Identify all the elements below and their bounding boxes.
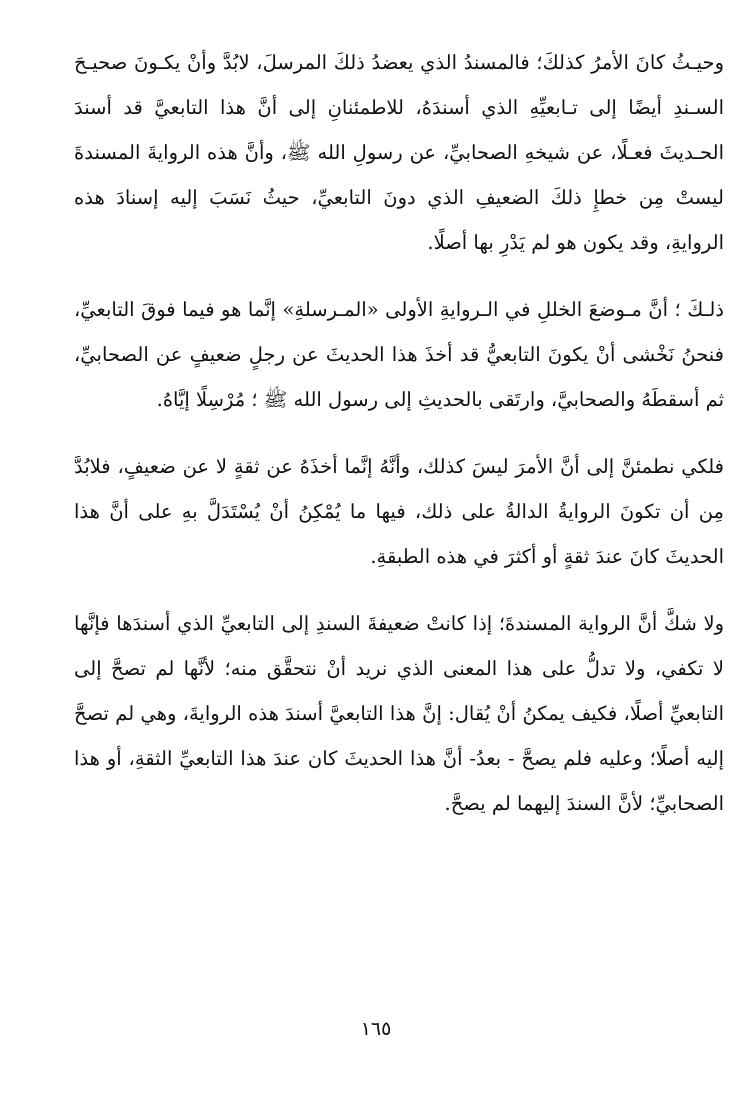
page-body [74, 40, 724, 1080]
paragraph-3: فلكي نطمئنَّ إلى أنَّ الأمرَ ليسَ كذلك، وأنَّهُ إنَّما أخذَهُ عن ثقةٍ لا عن ضعيفٍ، فلابُدَّ مِن أن تكونَ الروايةُ الدالةُ على ذلك، فيها ما يُمْكِنُ أنْ يُسْتَدَلَّ بهِ على أنَّ هذا الحديثَ كانَ عندَ ثقةٍ أو أكثرَ في هذه الطبقةِ. [74, 455, 724, 568]
paragraph-1: وحيـثُ كانَ الأمرُ كذلكَ؛ فالمسندُ الذي يعضدُ ذلكَ المرسلَ، لابُدَّ وأنْ يكـونَ صحيـحَ السـندِ أيضًا إلى تـابعيِّهِ الذي أسندَهُ، للاطمئنانِ إلى أنَّ هذا التابعيَّ قد أسندَ الحـديثَ فعـلًا، عن شيخهِ الصحابيِّ، عن رسولِ الله ﷺ، وأنَّ هذه الروايةَ المسندةَ ليستْ مِن خطإِ ذلكَ الضعيفِ الذي دونَ التابعيِّ، حيثُ نَسَبَ إليه إسنادَ هذه الروايةِ، وقد يكون هو لم يَدْرِ بها أصلًا. [74, 51, 724, 254]
paragraph-2: ذلـكَ ؛ أنَّ مـوضعَ الخللِ في الـروايةِ الأولى «المـرسلةِ» إنَّما هو فيما فوقَ التابعيِّ، فنحنُ نَخْشى أنْ يكونَ التابعيُّ قد أخذَ هذا الحديثَ عن رجلٍ ضعيفٍ عن الصحابيِّ، ثم أسقطَهُ والصحابيَّ، وارتَقى بالحديثِ إلى رسول الله ﷺ ؛ مُرْسِلًا إيَّاهُ. [74, 298, 724, 411]
paragraph-4: ولا شكَّ أنَّ الرواية المسندةَ؛ إذا كانتْ ضعيفةَ السندِ إلى التابعيِّ الذي أسندَها فإنَّها لا تكفي، ولا تدلُّ على هذا المعنى الذي نريد أنْ نتحقَّق منه؛ لأنَّها لم تصحَّ إلى التابعيِّ أصلًا، فكيف يمكنُ أنْ يُقال: إنَّ هذا التابعيَّ أسندَ هذه الروايةَ، وهي لم تصحَّ إليه أصلًا؛ وعليه فلم يصحَّ - بعدُ- أنَّ هذا الحديثَ كان عندَ هذا التابعيِّ الثقةِ، أو هذا الصحابيِّ؛ لأنَّ السندَ إليهما لم يصحَّ. [74, 612, 724, 815]
page-number: ١٦٥ [360, 1018, 392, 1040]
